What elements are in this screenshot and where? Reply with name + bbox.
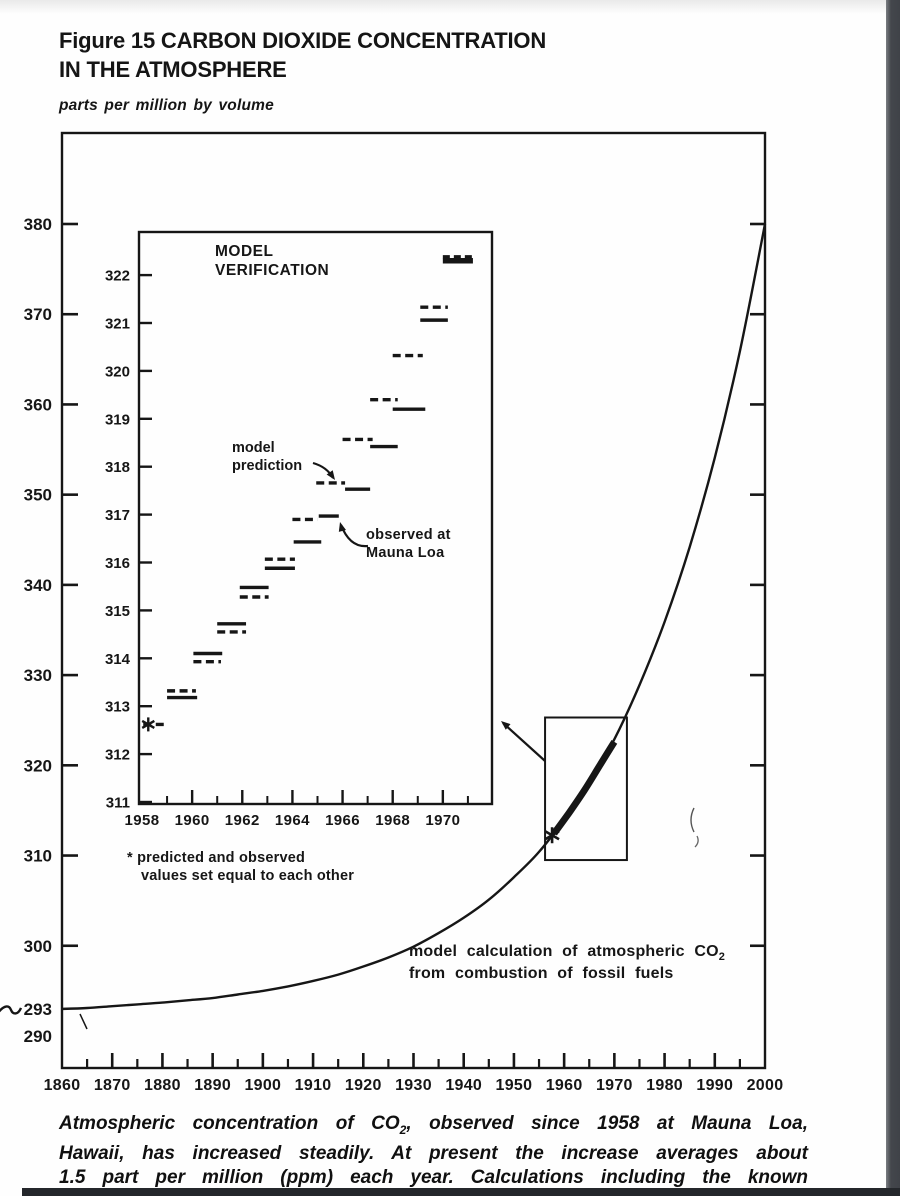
inset-y-tick-label: 313 xyxy=(104,698,130,716)
caption-line1-rest: , observed since 1958 at Mauna Loa, xyxy=(406,1113,808,1134)
main-x-tick-label: 1920 xyxy=(344,1077,382,1094)
main-y-tick-label: 380 xyxy=(23,215,52,234)
main-x-tick-label: 1980 xyxy=(646,1077,683,1094)
inset-footnote-line1: * predicted and observed xyxy=(127,850,306,866)
inset-x-tick-label: 1970 xyxy=(425,812,461,829)
inset-y-tick-label: 320 xyxy=(104,363,130,381)
inset-y-tick-label: 319 xyxy=(104,411,130,429)
inset-y-tick-label: 312 xyxy=(104,746,130,764)
inset-title-line1: MODEL xyxy=(215,243,274,260)
main-x-tick-label: 1860 xyxy=(43,1077,81,1094)
model-prediction-label-line1: model xyxy=(232,440,275,456)
caption-line-1 xyxy=(59,1112,808,1142)
inset-x-tick-label: 1958 xyxy=(124,812,160,829)
main-y-tick-label: 293 xyxy=(23,999,52,1019)
main-y-tick-label: 350 xyxy=(23,485,52,505)
main-x-tick-label: 1970 xyxy=(595,1077,633,1094)
main-y-tick-label: 300 xyxy=(23,936,52,956)
figure-caption xyxy=(59,1112,808,1190)
main-x-tick-label: 1870 xyxy=(93,1077,131,1094)
caption-line-2: Hawaii, has increased steadily. At present the increase averages about xyxy=(59,1143,808,1165)
box-to-inset-arrow xyxy=(503,723,545,761)
main-x-tick-label: 1900 xyxy=(244,1077,282,1094)
observed-label-line1: observed at xyxy=(366,527,451,543)
inset-plot-frame xyxy=(139,232,492,804)
main-annotation-line2: from combustion of fossil fuels xyxy=(409,965,674,982)
main-y-tick-label: 360 xyxy=(23,395,52,415)
main-y-tick-label: 310 xyxy=(23,846,52,866)
main-y-tick-label: 330 xyxy=(23,666,52,686)
figure-title-line2: IN THE ATMOSPHERE xyxy=(59,56,287,82)
axis-break-squiggle xyxy=(0,1006,21,1013)
inset-y-tick-label: 316 xyxy=(104,555,130,572)
inset-x-tick-label: 1968 xyxy=(375,812,411,829)
main-x-tick-label: 1940 xyxy=(445,1077,483,1094)
inset-y-tick-label: 318 xyxy=(104,459,130,477)
inset-title-line2: VERIFICATION xyxy=(215,262,330,279)
scan-speck xyxy=(691,808,694,832)
scan-speck xyxy=(695,836,698,847)
main-x-tick-label: 1950 xyxy=(495,1077,533,1094)
main-x-tick-label: 1910 xyxy=(294,1077,332,1094)
main-x-tick-label: 1930 xyxy=(395,1077,432,1094)
main-annotation-line1: model calculation of atmospheric $CO_2$ xyxy=(409,943,726,963)
observed-overlay-thick xyxy=(554,742,614,834)
inset-y-tick-label: 317 xyxy=(104,507,130,525)
main-x-tick-label: 1880 xyxy=(144,1077,181,1094)
scan-speck xyxy=(80,1014,87,1029)
model-prediction-label-line2: prediction xyxy=(232,458,303,474)
inset-y-tick-label: 314 xyxy=(104,650,130,668)
caption-co2-subscript: 2 xyxy=(399,1122,407,1137)
caption-line1-text: Atmospheric concentration of CO xyxy=(59,1113,400,1134)
main-y-tick-label: 320 xyxy=(23,756,52,776)
inset-x-tick-label: 1962 xyxy=(224,812,260,829)
main-y-tick-label: 370 xyxy=(23,305,52,325)
inset-footnote-line2: values set equal to each other xyxy=(141,868,355,884)
inset-y-tick-label: 311 xyxy=(105,794,130,812)
inset-y-tick-label: 321 xyxy=(104,315,130,333)
inset-x-tick-label: 1964 xyxy=(274,812,310,829)
viewer-dark-bottom-bar xyxy=(22,1188,900,1196)
main-x-tick-label: 1990 xyxy=(696,1077,734,1094)
inset-x-tick-label: 1966 xyxy=(325,812,361,829)
inset-y-tick-label: 315 xyxy=(104,602,130,620)
main-x-tick-label: 2000 xyxy=(746,1077,784,1094)
viewer-dark-side-band xyxy=(886,0,900,1196)
main-x-tick-label: 1890 xyxy=(194,1077,232,1094)
main-y-tick-label: 340 xyxy=(23,575,52,595)
main-y-tick-label: 290 xyxy=(23,1026,52,1046)
inset-x-tick-label: 1960 xyxy=(174,812,210,829)
main-x-tick-label: 1960 xyxy=(545,1077,583,1094)
figure-title-line1: Figure 15 CARBON DIOXIDE CONCENTRATION xyxy=(59,28,547,53)
y-axis-units-label: parts per million by volume xyxy=(59,97,274,114)
observed-label-line2: Mauna Loa xyxy=(366,545,445,561)
inset-y-tick-label: 322 xyxy=(104,267,130,285)
caption-line-3: 1.5 part per million (ppm) each year. Calculations including the known xyxy=(59,1166,808,1188)
